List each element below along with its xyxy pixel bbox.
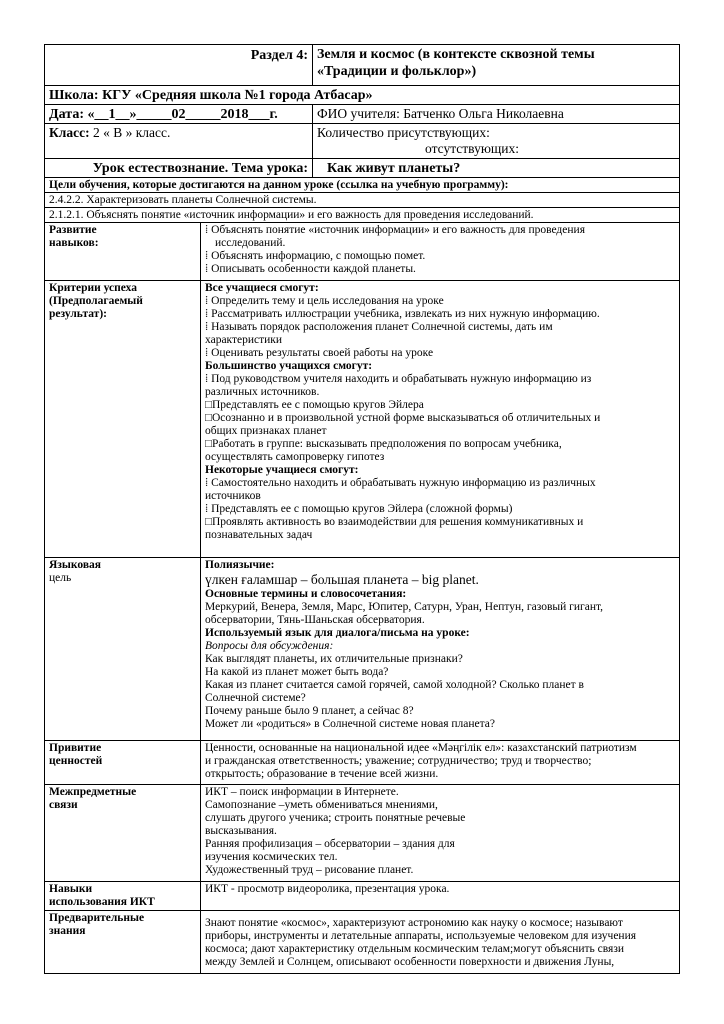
values-line: Ценности, основанные на национальной идее «Мәңгілік ел»: казахстанский патриотизм xyxy=(205,742,637,754)
cross-label-cell xyxy=(45,785,201,881)
criteria-some-item: ⁞ Представлять ее с помощью кругов Эйлера (сложной формы) xyxy=(205,503,513,515)
class-row xyxy=(44,124,680,159)
criteria-some-item-cont: источников xyxy=(205,490,261,502)
skills-item: ⁞ Объяснять понятие «источник информации» и его важность для проведения xyxy=(205,224,585,236)
values-label-cell xyxy=(45,741,201,784)
poly-title: Полиязычие: xyxy=(205,559,275,571)
skills-content xyxy=(201,223,679,280)
question-item-cont: Солнечной системе? xyxy=(205,692,306,704)
prior-label-line1: Предварительные xyxy=(49,912,145,924)
terms-line-2: обсерватории, Тянь-Шаньская обсерватория. xyxy=(205,614,425,626)
cross-label-line1: Межпредметные xyxy=(49,786,137,798)
ict-label-line2: использования ИКТ xyxy=(49,896,155,908)
criteria-content xyxy=(201,281,679,557)
prior-label-cell xyxy=(45,911,201,973)
criteria-some-item: □Проявлять активность во взаимодействии для решения коммуникативных и xyxy=(205,516,584,528)
ict-content: ИКТ - просмотр видеоролика, презентация урока. xyxy=(205,883,450,895)
criteria-most-item-cont: различных источников. xyxy=(205,386,320,398)
criteria-all-item-cont: характеристики xyxy=(205,334,283,346)
section-label-cell xyxy=(45,45,313,85)
present-count-label: Количество присутствующих: xyxy=(317,125,490,140)
goal-2: 2.1.2.1. Объяснять понятие «источник информации» и его важность для проведения исследований. xyxy=(49,209,534,221)
section-row xyxy=(44,44,680,86)
language-content xyxy=(201,558,679,740)
values-line: открытость; образование в течение всей жизни. xyxy=(205,768,439,780)
prior-line: Знают понятие «космос», характеризуют астрономию как науку о космосе; называют xyxy=(205,917,623,929)
prior-content xyxy=(201,911,679,973)
lesson-topic-row xyxy=(44,159,680,178)
criteria-label-line3: результат): xyxy=(49,308,107,320)
question-item: На какой из планет может быть вода? xyxy=(205,666,389,678)
lesson-topic: Как живут планеты? xyxy=(327,161,461,176)
language-row xyxy=(44,558,680,741)
poly-text: үлкен ғаламшар – большая планета – big planet. xyxy=(205,572,479,587)
section-title-cell xyxy=(313,45,679,85)
class-value: 2 « В » класс. xyxy=(89,125,171,140)
terms-line-1: Меркурий, Венера, Земля, Марс, Юпитер, Сатурн, Уран, Нептун, газовый гигант, xyxy=(205,601,604,613)
language-label-line1: Языковая xyxy=(49,559,102,571)
cross-line: Художественный труд – рисование планет. xyxy=(205,864,414,876)
terms-title: Основные термины и словосочетания: xyxy=(205,588,407,600)
date-label: Дата: «__1__»_____02_____2018___г. xyxy=(45,105,313,123)
school-row xyxy=(44,86,680,105)
goals-row-1 xyxy=(44,193,680,208)
skills-item: ⁞ Объяснять информацию, с помощью помет. xyxy=(205,250,426,262)
cross-line: слушать другого ученика; строить понятные речевые xyxy=(205,812,466,824)
criteria-label-cell xyxy=(45,281,201,557)
skills-label-line1: Развитие xyxy=(49,224,97,236)
skills-item-cont: исследований. xyxy=(215,237,286,249)
skills-item: ⁞ Описывать особенности каждой планеты. xyxy=(205,263,416,275)
question-item: Какая из планет считается самой горячей, самой холодной? Сколько планет в xyxy=(205,679,584,691)
language-label-line2: цель xyxy=(49,572,72,584)
prior-line: приборы, инструменты и летательные аппараты, используемые человеком для изучения xyxy=(205,930,637,942)
criteria-most-item: □Представлять ее с помощью кругов Эйлера xyxy=(205,399,424,411)
prior-line: космоса; дают характеристику отдельным космическим телам;могут объяснить связи xyxy=(205,943,625,955)
values-row xyxy=(44,741,680,785)
cross-line: Ранняя профилизация – обсерватории – здания для xyxy=(205,838,455,850)
values-line: и гражданская ответственность; уважение; сотрудничество; труд и творчество; xyxy=(205,755,592,767)
cross-line: изучения космических тел. xyxy=(205,851,338,863)
attendance-cell xyxy=(313,124,679,158)
criteria-all-item: ⁞ Определить тему и цель исследования на уроке xyxy=(205,295,444,307)
language-label-cell xyxy=(45,558,201,740)
question-item: Как выглядят планеты, их отличительные признаки? xyxy=(205,653,463,665)
cross-row xyxy=(44,785,680,882)
skills-label-line2: навыков: xyxy=(49,237,99,249)
cross-label-line2: связи xyxy=(49,799,78,811)
lesson-plan-table xyxy=(44,44,680,974)
values-label-line2: ценностей xyxy=(49,755,103,767)
question-item: Может ли «родиться» в Солнечной системе новая планета? xyxy=(205,718,496,730)
criteria-most-item: □Осознанно и в произвольной устной форме высказываться об отличительных и xyxy=(205,412,601,424)
absent-count-label: отсутствующих: xyxy=(425,141,520,156)
values-content xyxy=(201,741,679,784)
skills-label-cell xyxy=(45,223,201,280)
class-cell xyxy=(45,124,313,158)
goal-1: 2.4.2.2. Характеризовать планеты Солнечной системы. xyxy=(49,194,317,206)
lesson-subject: Урок естествознание. Тема урока: xyxy=(45,159,313,177)
criteria-label-line1: Критерии успеха xyxy=(49,282,137,294)
cross-line: Самопознание –уметь обмениваться мнениями, xyxy=(205,799,438,811)
date-row xyxy=(44,105,680,124)
prior-label-line2: знания xyxy=(49,925,86,937)
criteria-row xyxy=(44,281,680,558)
criteria-all-title: Все учащиеся смогут: xyxy=(205,282,319,294)
teacher-name: ФИО учителя: Батченко Ольга Николаевна xyxy=(317,106,564,121)
values-label-line1: Привитие xyxy=(49,742,102,754)
school-name: Школа: КГУ «Средняя школа №1 города Атбасар» xyxy=(49,88,373,103)
criteria-most-item: □Работать в группе: высказывать предположения по вопросам учебника, xyxy=(205,438,562,450)
criteria-all-item: ⁞ Рассматривать иллюстрации учебника, извлекать из них нужную информацию. xyxy=(205,308,600,320)
criteria-most-title: Большинство учащихся смогут: xyxy=(205,360,373,372)
cross-line: ИКТ – поиск информации в Интернете. xyxy=(205,786,399,798)
criteria-all-item: ⁞ Называть порядок расположения планет Солнечной системы, дать им xyxy=(205,321,553,333)
skills-row xyxy=(44,223,680,281)
prior-row xyxy=(44,911,680,974)
section-title-line2: «Традиции и фольклор») xyxy=(317,64,477,79)
criteria-some-item-cont: познавательных задач xyxy=(205,529,313,541)
ict-label-cell xyxy=(45,882,201,910)
goals-title-row xyxy=(44,178,680,193)
cross-content xyxy=(201,785,679,881)
criteria-some-item: ⁞ Самостоятельно находить и обрабатывать нужную информацию из различных xyxy=(205,477,596,489)
prior-line: между Землей и Солнцем, описывают особенности поверхности и движения Луны, xyxy=(205,956,615,968)
ict-row xyxy=(44,882,680,911)
goals-row-2 xyxy=(44,208,680,223)
question-item: Почему раньше было 9 планет, а сейчас 8? xyxy=(205,705,414,717)
class-label: Класс: xyxy=(49,125,90,140)
goals-title: Цели обучения, которые достигаются на данном уроке (ссылка на учебную программу): xyxy=(49,179,509,191)
criteria-all-item: ⁞ Оценивать результаты своей работы на уроке xyxy=(205,347,434,359)
criteria-most-item: ⁞ Под руководством учителя находить и обрабатывать нужную информацию из xyxy=(205,373,592,385)
criteria-most-item-cont: осуществлять самопроверку гипотез xyxy=(205,451,385,463)
ict-label-line1: Навыки xyxy=(49,883,93,895)
criteria-label-line2: (Предполагаемый xyxy=(49,295,143,307)
criteria-some-title: Некоторые учащиеся смогут: xyxy=(205,464,359,476)
usage-title: Используемый язык для диалога/письма на уроке: xyxy=(205,627,470,639)
section-title-line1: Земля и космос (в контексте сквозной темы xyxy=(317,47,595,62)
criteria-most-item-cont: общих признаках планет xyxy=(205,425,327,437)
section-label: Раздел 4: xyxy=(250,48,308,63)
questions-title: Вопросы для обсуждения: xyxy=(205,640,334,652)
cross-line: высказывания. xyxy=(205,825,277,837)
